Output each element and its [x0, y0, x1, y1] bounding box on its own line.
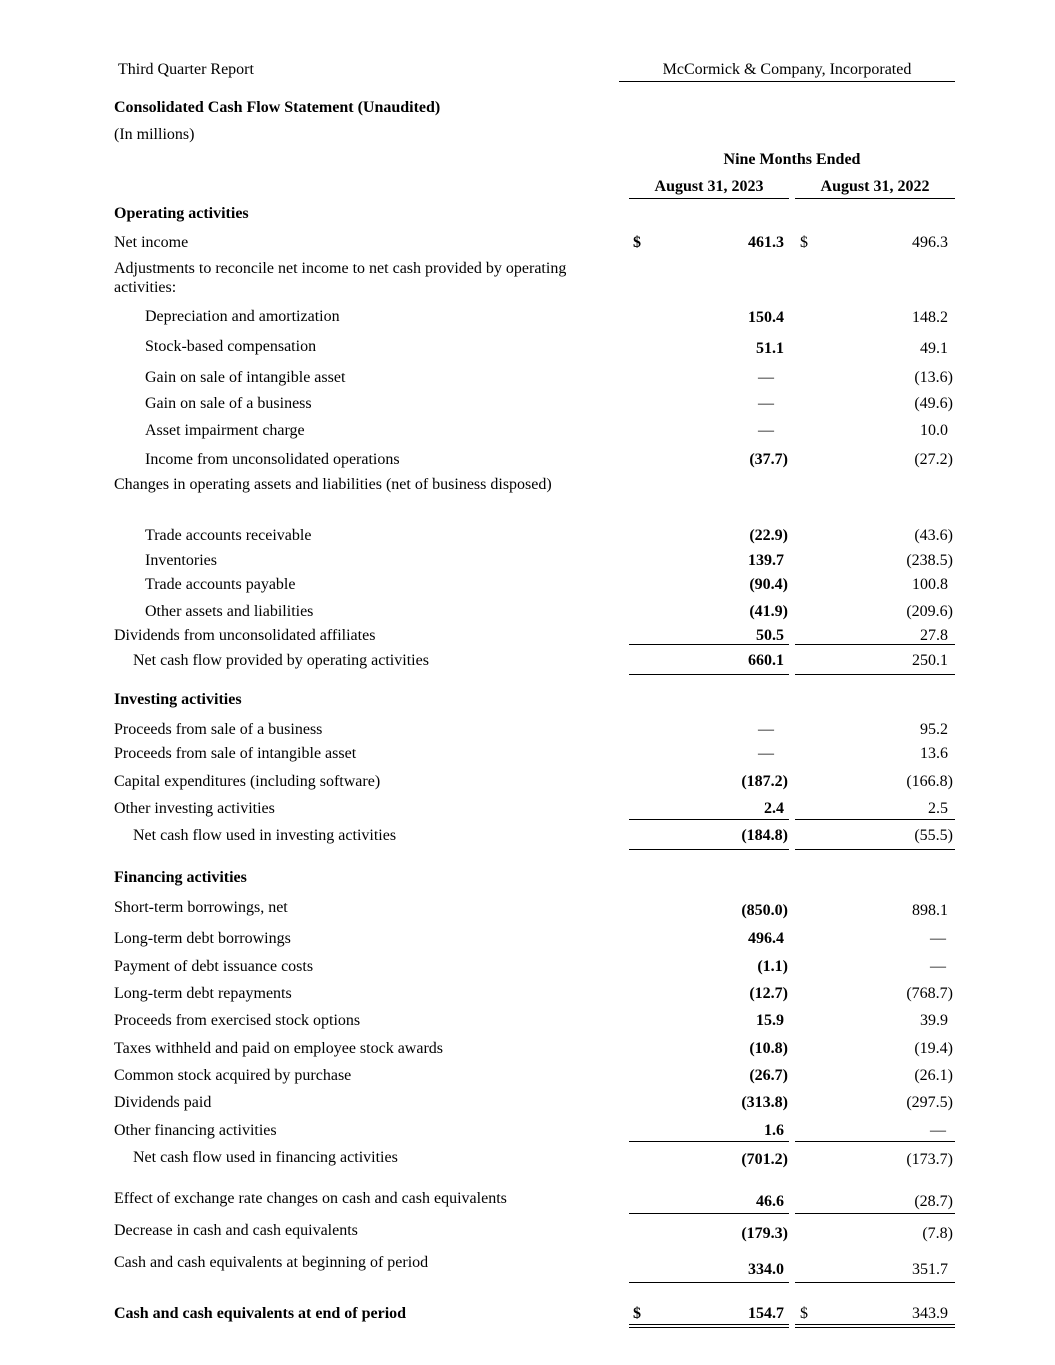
value-2023: 139.7 — [748, 552, 784, 569]
row-label: Other investing activities — [114, 800, 275, 817]
table-row — [0, 449, 1055, 471]
row-label: Payment of debt issuance costs — [114, 958, 314, 975]
row-label: Net cash flow used in investing activities — [133, 827, 397, 844]
value-2023: 150.4 — [748, 309, 784, 326]
statement-title: Consolidated Cash Flow Statement (Unaudited) — [114, 99, 441, 116]
currency-symbol: $ — [633, 234, 641, 251]
total-rule — [629, 674, 789, 675]
value-2023: 15.9 — [756, 1012, 784, 1029]
table-row — [0, 550, 1055, 572]
table-row — [0, 928, 1055, 950]
subtotal-rule — [795, 819, 955, 820]
section-operating: Operating activities — [114, 205, 249, 222]
value-2022: (49.6) — [914, 395, 953, 412]
table-row — [0, 798, 1055, 820]
period-heading: Nine Months Ended — [723, 151, 861, 168]
value-2022: 27.8 — [920, 627, 948, 644]
value-2023: (10.8) — [749, 1040, 788, 1057]
subtotal-rule — [629, 644, 789, 645]
table-row — [0, 1065, 1055, 1087]
row-label: Taxes withheld and paid on employee stock awards — [114, 1040, 444, 1057]
value-2022: (7.8) — [922, 1225, 953, 1242]
table-row — [0, 393, 1055, 415]
value-2023: 334.0 — [748, 1261, 784, 1278]
subtotal-rule — [629, 819, 789, 820]
row-label: Long-term debt repayments — [114, 985, 292, 1002]
section-row — [0, 867, 1055, 889]
value-2022: 95.2 — [920, 721, 948, 738]
value-2023: (187.2) — [741, 773, 788, 790]
subtotal-rule — [795, 1141, 955, 1142]
row-label: Cash and cash equivalents at end of period — [114, 1305, 407, 1322]
value-2022: (55.5) — [914, 827, 953, 844]
value-2022: (26.1) — [914, 1067, 953, 1084]
table-row — [0, 232, 1055, 254]
value-2023: (22.9) — [749, 527, 788, 544]
value-2022: — — [930, 958, 946, 975]
value-2022: (173.7) — [906, 1151, 953, 1168]
row-label: Stock-based compensation — [145, 338, 317, 355]
row-label: Cash and cash equivalents at beginning of period — [114, 1254, 429, 1271]
table-row — [0, 474, 1055, 496]
table-row — [0, 1220, 1055, 1242]
value-2022: 148.2 — [912, 309, 948, 326]
value-2022: (238.5) — [906, 552, 953, 569]
row-label: Common stock acquired by purchase — [114, 1067, 352, 1084]
row-label: Net cash flow provided by operating activities — [133, 652, 429, 669]
table-row — [0, 956, 1055, 978]
table-row — [0, 983, 1055, 1005]
value-2023: 46.6 — [756, 1193, 784, 1210]
value-2023: — — [758, 745, 774, 762]
row-label: Gain on sale of a business — [145, 395, 312, 412]
value-2022: 343.9 — [912, 1305, 948, 1322]
value-2023: 1.6 — [764, 1122, 784, 1139]
row-label: Asset impairment charge — [145, 422, 305, 439]
value-2023: — — [758, 721, 774, 738]
table-row — [0, 306, 1055, 328]
value-2022: (297.5) — [906, 1094, 953, 1111]
report-header-left: Third Quarter Report — [118, 61, 254, 78]
value-2023: (850.0) — [741, 902, 788, 919]
value-2022: (28.7) — [914, 1193, 953, 1210]
value-2023: (1.1) — [757, 958, 788, 975]
table-row — [0, 420, 1055, 442]
table-row — [0, 1252, 1055, 1278]
table-row — [0, 1038, 1055, 1060]
value-2023: 2.4 — [764, 800, 784, 817]
row-label: Trade accounts payable — [145, 576, 296, 593]
row-label: Other financing activities — [114, 1122, 277, 1139]
row-label: Dividends paid — [114, 1094, 212, 1111]
value-2022: 39.9 — [920, 1012, 948, 1029]
total-rule — [795, 674, 955, 675]
section-financing: Financing activities — [114, 869, 247, 886]
table-row — [0, 367, 1055, 389]
currency-symbol: $ — [800, 234, 808, 251]
value-2022: (43.6) — [914, 527, 953, 544]
table-row — [0, 1010, 1055, 1032]
row-label: Net cash flow used in financing activities — [133, 1149, 398, 1166]
value-2023: (12.7) — [749, 985, 788, 1002]
row-label: Income from unconsolidated operations — [145, 451, 400, 468]
currency-symbol: $ — [800, 1305, 808, 1322]
table-row — [0, 259, 1055, 299]
table-row — [0, 525, 1055, 547]
value-2022: 49.1 — [920, 340, 948, 357]
row-label: Net income — [114, 234, 189, 251]
table-row — [0, 650, 1055, 672]
row-label: Proceeds from sale of intangible asset — [114, 745, 357, 762]
subtotal-rule — [629, 1141, 789, 1142]
value-2022: (209.6) — [906, 603, 953, 620]
section-investing: Investing activities — [114, 691, 242, 708]
value-2022: (166.8) — [906, 773, 953, 790]
row-label: Short-term borrowings, net — [114, 899, 288, 916]
table-row — [0, 897, 1055, 919]
grand-total-double-rule — [629, 1324, 789, 1328]
table-row — [0, 1092, 1055, 1114]
value-2023: (37.7) — [749, 451, 788, 468]
table-row — [0, 574, 1055, 596]
subtotal-rule — [795, 1213, 955, 1214]
section-row — [0, 689, 1055, 711]
value-2023: — — [758, 369, 774, 386]
value-2022: 351.7 — [912, 1261, 948, 1278]
column-header-2022: August 31, 2022 — [795, 178, 955, 199]
subtotal-rule — [629, 1282, 789, 1283]
row-label: Inventories — [145, 552, 217, 569]
row-label: Long-term debt borrowings — [114, 930, 291, 947]
row-label: Effect of exchange rate changes on cash and cash equivalents — [114, 1190, 507, 1207]
row-label: Dividends from unconsolidated affiliates — [114, 627, 376, 644]
table-row — [0, 1120, 1055, 1142]
column-header-2023: August 31, 2023 — [629, 178, 789, 199]
value-2022: 2.5 — [928, 800, 948, 817]
value-2022: 13.6 — [920, 745, 948, 762]
table-row — [0, 1188, 1055, 1210]
subtotal-rule — [629, 1213, 789, 1214]
subtotal-rule — [795, 644, 955, 645]
value-2022: — — [930, 930, 946, 947]
value-2022: 250.1 — [912, 652, 948, 669]
value-2022: (27.2) — [914, 451, 953, 468]
value-2023: — — [758, 422, 774, 439]
row-label: Trade accounts receivable — [145, 527, 312, 544]
total-rule — [795, 849, 955, 850]
value-2022: 10.0 — [920, 422, 948, 439]
value-2023: (41.9) — [749, 603, 788, 620]
row-label: Adjustments to reconcile net income to net cash provided by operating activities: — [114, 260, 567, 296]
statement-units: (In millions) — [114, 126, 195, 143]
value-2023: (313.8) — [741, 1094, 788, 1111]
company-name: McCormick & Company, Incorporated — [619, 61, 955, 82]
value-2023: 51.1 — [756, 340, 784, 357]
value-2023: — — [758, 395, 774, 412]
table-row — [0, 1147, 1055, 1169]
value-2023: 50.5 — [756, 627, 784, 644]
value-2022: 898.1 — [912, 902, 948, 919]
row-label: Capital expenditures (including software) — [114, 773, 381, 790]
table-row — [0, 601, 1055, 623]
row-label: Proceeds from sale of a business — [114, 721, 323, 738]
value-2023: 154.7 — [748, 1305, 784, 1322]
row-label: Depreciation and amortization — [145, 308, 340, 325]
value-2022: 496.3 — [912, 234, 948, 251]
table-row — [0, 1303, 1055, 1325]
row-label: Decrease in cash and cash equivalents — [114, 1222, 358, 1239]
table-row — [0, 719, 1055, 741]
subtotal-rule — [795, 1282, 955, 1283]
value-2023: (701.2) — [741, 1151, 788, 1168]
value-2022: (13.6) — [914, 369, 953, 386]
value-2023: (179.3) — [741, 1225, 788, 1242]
row-label: Proceeds from exercised stock options — [114, 1012, 361, 1029]
table-row — [0, 771, 1055, 793]
section-row — [0, 203, 1055, 225]
table-row — [0, 743, 1055, 765]
table-row — [0, 825, 1055, 847]
value-2023: 660.1 — [748, 652, 784, 669]
value-2023: 496.4 — [748, 930, 784, 947]
currency-symbol: $ — [633, 1305, 641, 1322]
grand-total-double-rule — [795, 1324, 955, 1328]
total-rule — [629, 849, 789, 850]
row-label: Gain on sale of intangible asset — [145, 369, 346, 386]
table-row — [0, 336, 1055, 358]
value-2023: 461.3 — [748, 234, 784, 251]
value-2023: (90.4) — [749, 576, 788, 593]
row-label: Changes in operating assets and liabilities (net of business disposed) — [114, 476, 552, 493]
value-2022: 100.8 — [912, 576, 948, 593]
value-2022: (19.4) — [914, 1040, 953, 1057]
value-2022: — — [930, 1122, 946, 1139]
value-2022: (768.7) — [906, 985, 953, 1002]
row-label: Other assets and liabilities — [145, 603, 314, 620]
value-2023: (26.7) — [749, 1067, 788, 1084]
value-2023: (184.8) — [741, 827, 788, 844]
